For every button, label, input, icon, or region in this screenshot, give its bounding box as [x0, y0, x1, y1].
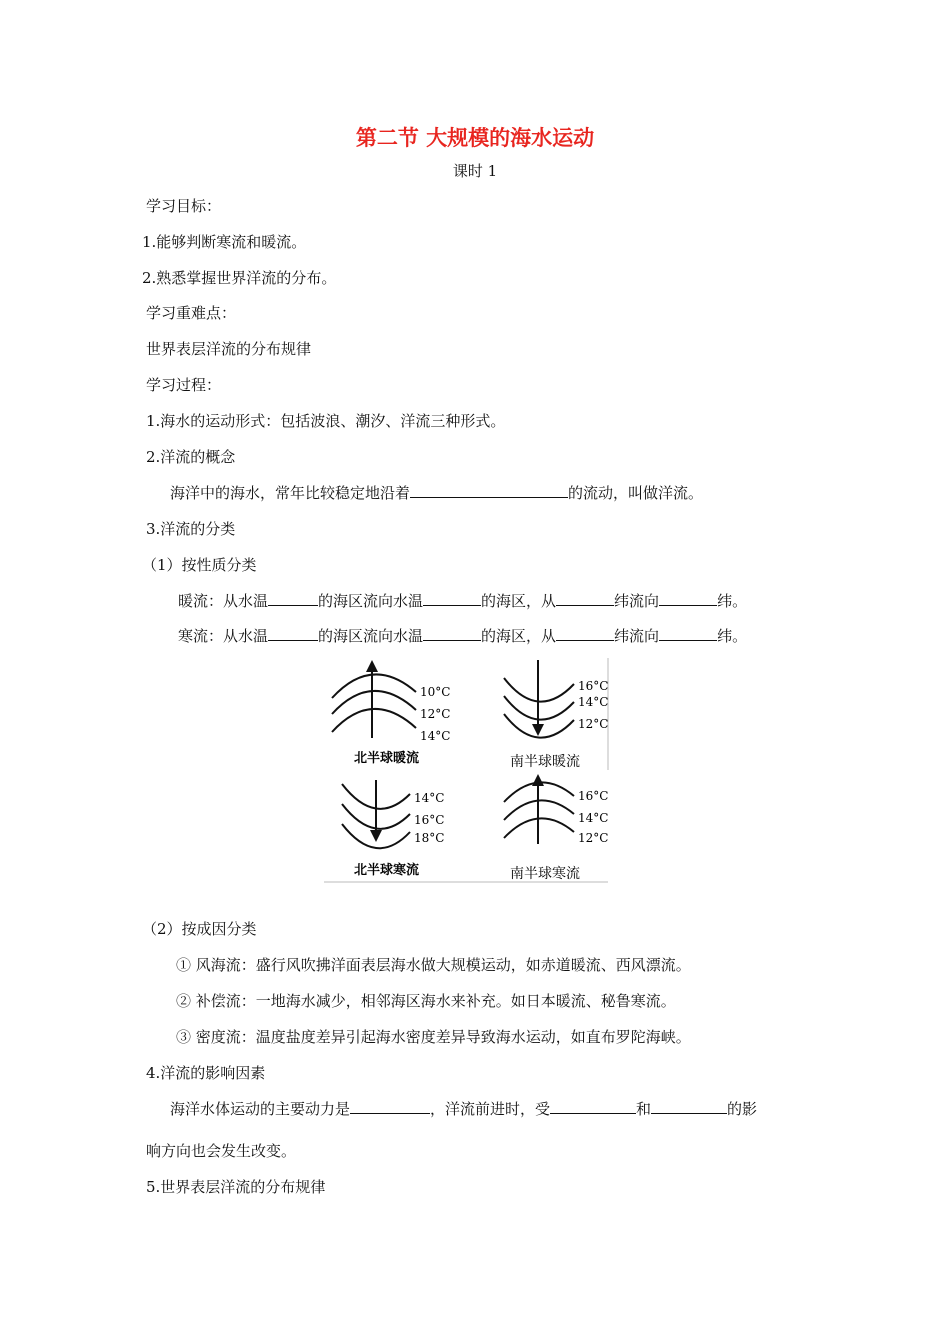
- section-3-2: （2）按成因分类: [142, 920, 257, 938]
- section-5: 5.世界表层洋流的分布规律: [146, 1178, 326, 1196]
- nh-cold-caption: 北半球寒流: [354, 863, 420, 878]
- nh-warm-label-3: 14°C: [420, 729, 451, 743]
- goals-heading: 学习目标：: [146, 197, 222, 215]
- page-title: 第二节 大规模的海水运动: [355, 125, 595, 150]
- sh-warm-label-3: 12°C: [578, 717, 609, 731]
- warm-blank-3[interactable]: [556, 591, 614, 606]
- cold-current-sentence: [178, 625, 747, 646]
- sh-cold-label-3: 12°C: [578, 831, 609, 845]
- concept-text-a: 海洋中的海水，常年比较稳定地沿着: [170, 484, 411, 502]
- sh-warm-label-1: 16°C: [578, 679, 609, 693]
- nh-cold-label-1: 14°C: [414, 791, 445, 805]
- cause-2: ② 补偿流：一地海水减少，相邻海区海水来补充。如日本暖流、秘鲁寒流。: [176, 992, 676, 1010]
- cause-3: ③ 密度流：温度盐度差异引起海水密度差异导致海水运动，如直布罗陀海峡。: [176, 1028, 691, 1046]
- section-1: 1.海水的运动形式：包括波浪、潮汐、洋流三种形式。: [146, 412, 506, 430]
- sh-cold-label-1: 16°C: [578, 789, 609, 803]
- nh-cold-label-3: 18°C: [414, 831, 445, 845]
- factors-text-d: 的影: [727, 1100, 758, 1118]
- warm-text-c: 的海区，从: [481, 592, 557, 610]
- section-4: 4.洋流的影响因素: [146, 1064, 266, 1082]
- cause-1: ① 风海流：盛行风吹拂洋面表层海水做大规模运动，如赤道暖流、西风漂流。: [176, 956, 691, 974]
- cold-blank-4[interactable]: [659, 626, 717, 641]
- sh-cold-caption: 南半球寒流: [510, 866, 580, 882]
- factors-sentence: [170, 1098, 757, 1119]
- cold-blank-1[interactable]: [268, 626, 318, 641]
- cold-text-e: 纬。: [717, 627, 748, 645]
- sh-cold-label-2: 14°C: [578, 811, 609, 825]
- sh-warm-label-2: 14°C: [578, 695, 609, 709]
- nh-cold-label-2: 16°C: [414, 813, 445, 827]
- warm-blank-2[interactable]: [423, 591, 481, 606]
- concept-sentence: [170, 482, 703, 503]
- nh-warm-caption: 北半球暖流: [354, 751, 420, 766]
- factors-text-c: 和: [636, 1100, 652, 1118]
- sh-warm-caption: 南半球暖流: [510, 754, 580, 770]
- warm-text-e: 纬。: [717, 592, 748, 610]
- cold-text-c: 的海区，从: [481, 627, 557, 645]
- nh-warm-label-1: 10°C: [420, 685, 451, 699]
- cold-text-b: 的海区流向水温: [318, 627, 424, 645]
- section-2: 2.洋流的概念: [146, 448, 236, 466]
- cold-text-d: 纬流向: [614, 627, 660, 645]
- cold-blank-2[interactable]: [423, 626, 481, 641]
- page-subtitle: 课时 1: [452, 162, 498, 180]
- factors-blank-3[interactable]: [651, 1099, 727, 1114]
- nh-warm-label-2: 12°C: [420, 707, 451, 721]
- section-3: 3.洋流的分类: [146, 520, 236, 538]
- process-heading: 学习过程：: [146, 376, 222, 394]
- cold-blank-3[interactable]: [556, 626, 614, 641]
- key-heading: 学习重难点：: [146, 304, 237, 322]
- factors-blank-1[interactable]: [350, 1099, 430, 1114]
- goal-1: 1.能够判断寒流和暖流。: [142, 233, 307, 251]
- warm-text-b: 的海区流向水温: [318, 592, 424, 610]
- key-text: 世界表层洋流的分布规律: [146, 340, 312, 358]
- concept-blank[interactable]: [410, 483, 568, 498]
- warm-text-d: 纬流向: [614, 592, 660, 610]
- factors-text-a: 海洋水体运动的主要动力是: [170, 1100, 351, 1118]
- warm-blank-1[interactable]: [268, 591, 318, 606]
- warm-text-a: 暖流：从水温: [178, 592, 269, 610]
- factors-text-b: ，洋流前进时，受: [430, 1100, 551, 1118]
- warm-current-sentence: [178, 590, 747, 611]
- section-3-1: （1）按性质分类: [142, 556, 257, 574]
- goal-2: 2.熟悉掌握世界洋流的分布。: [142, 269, 337, 287]
- warm-blank-4[interactable]: [659, 591, 717, 606]
- cold-text-a: 寒流：从水温: [178, 627, 269, 645]
- concept-text-b: 的流动，叫做洋流。: [568, 484, 704, 502]
- ocean-current-figure: [324, 656, 610, 884]
- factors-continuation: 响方向也会发生改变。: [146, 1142, 297, 1160]
- factors-blank-2[interactable]: [550, 1099, 636, 1114]
